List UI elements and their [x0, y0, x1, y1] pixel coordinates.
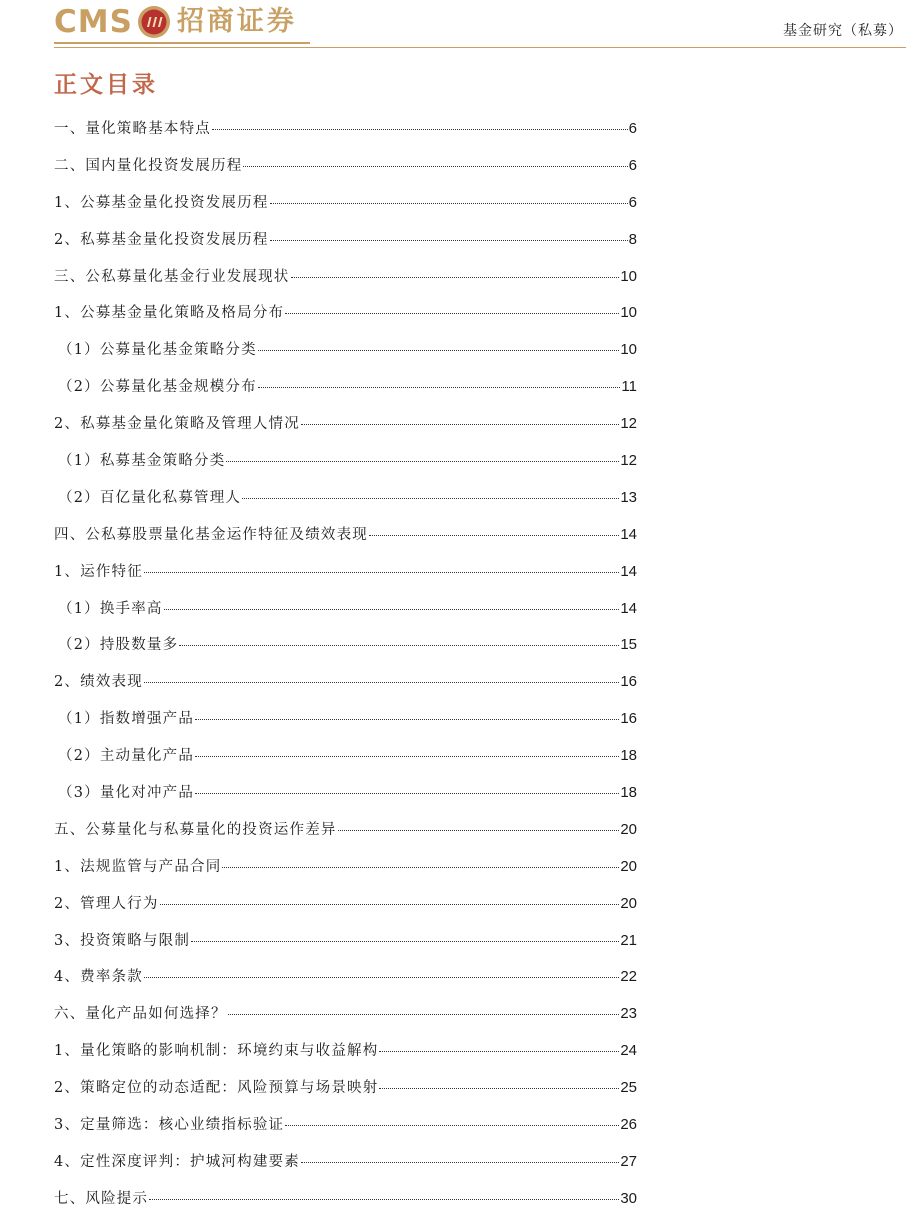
toc-dot-leader	[285, 1125, 619, 1126]
toc-entry[interactable]	[54, 265, 637, 302]
toc-entry-label: 3、投资策略与限制	[54, 932, 191, 949]
page-header	[0, 0, 915, 52]
company-logo	[54, 2, 297, 42]
toc-entry[interactable]	[54, 1187, 637, 1224]
toc-dot-leader	[301, 1162, 619, 1163]
toc-entry[interactable]	[54, 707, 637, 744]
toc-dot-leader	[195, 719, 619, 720]
toc-page-number: 12	[620, 452, 637, 470]
toc-page-number: 26	[620, 1116, 637, 1134]
toc-entry[interactable]	[54, 228, 637, 265]
logo-latin-text: CMS	[54, 4, 133, 40]
toc-page-number: 18	[620, 747, 637, 765]
toc-entry-label: 三、公私募量化基金行业发展现状	[54, 268, 290, 285]
toc-page-number: 20	[620, 857, 637, 875]
toc-entry[interactable]	[54, 412, 637, 449]
toc-dot-leader	[212, 129, 628, 130]
toc-dot-leader	[149, 1199, 619, 1200]
toc-dot-leader	[195, 756, 619, 757]
toc-dot-leader	[222, 867, 619, 868]
toc-entry[interactable]	[54, 154, 637, 191]
toc-page-number: 22	[620, 968, 637, 986]
toc-entry[interactable]	[54, 597, 637, 634]
toc-page-number: 6	[628, 120, 637, 137]
toc-entry-label: （1）公募量化基金策略分类	[58, 342, 257, 359]
toc-dot-leader	[369, 535, 619, 536]
toc-entry-label: 1、公募基金量化策略及格局分布	[54, 305, 285, 322]
toc-entry[interactable]	[54, 965, 637, 1002]
toc-entry-label: 五、公募量化与私募量化的投资运作差异	[54, 821, 337, 838]
toc-dot-leader	[160, 904, 620, 905]
toc-page-number: 13	[620, 488, 637, 506]
toc-entry-label: （2）百亿量化私募管理人	[58, 489, 242, 506]
toc-entry-label: （2）主动量化产品	[58, 748, 195, 765]
toc-entry[interactable]	[54, 1113, 637, 1150]
toc-page-number: 20	[620, 894, 637, 912]
toc-page-number: 11	[621, 378, 637, 396]
toc-dot-leader	[270, 240, 628, 241]
toc-dot-leader	[144, 682, 619, 683]
toc-dot-leader	[228, 1014, 620, 1015]
toc-entry-label: 1、法规监管与产品合同	[54, 858, 222, 875]
toc-entry[interactable]	[54, 338, 637, 375]
toc-page-number: 14	[620, 525, 637, 543]
toc-entry[interactable]	[54, 375, 637, 412]
toc-dot-leader	[338, 830, 620, 831]
toc-entry-label: 二、国内量化投资发展历程	[54, 157, 243, 174]
toc-entry-label: 六、量化产品如何选择？	[54, 1006, 227, 1023]
toc-dot-leader	[258, 387, 621, 388]
toc-title: 正文目录	[54, 71, 158, 98]
toc-entry[interactable]	[54, 1002, 637, 1039]
toc-page-number: 25	[620, 1079, 637, 1097]
toc-entry[interactable]	[54, 929, 637, 966]
logo-emblem-icon	[137, 5, 171, 39]
toc-dot-leader	[195, 793, 619, 794]
toc-entry-label: 1、运作特征	[54, 563, 143, 580]
toc-page-number: 23	[620, 1005, 637, 1023]
toc-entry[interactable]	[54, 670, 637, 707]
toc-dot-leader	[301, 424, 619, 425]
toc-entry-label: （2）持股数量多	[58, 637, 179, 654]
toc-page-number: 10	[620, 304, 637, 322]
toc-entry[interactable]	[54, 560, 637, 597]
toc-page-number: 14	[620, 562, 637, 580]
toc-entry-label: 3、定量筛选：核心业绩指标验证	[54, 1117, 285, 1134]
toc-entry[interactable]	[54, 523, 637, 560]
toc-entry[interactable]	[54, 449, 637, 486]
toc-entry[interactable]	[54, 781, 637, 818]
toc-entry[interactable]	[54, 818, 637, 855]
toc-entry-label: 2、私募基金量化投资发展历程	[54, 231, 269, 248]
toc-dot-leader	[291, 277, 620, 278]
toc-entry-label: 2、绩效表现	[54, 674, 143, 691]
toc-entry[interactable]	[54, 486, 637, 523]
toc-entry[interactable]	[54, 1039, 637, 1076]
toc-entry[interactable]	[54, 855, 637, 892]
toc-entry[interactable]	[54, 1150, 637, 1187]
toc-page-number: 15	[620, 636, 637, 654]
toc-dot-leader	[164, 609, 620, 610]
toc-entry-label: 4、定性深度评判：护城河构建要素	[54, 1153, 300, 1170]
toc-dot-leader	[226, 461, 619, 462]
toc-dot-leader	[179, 645, 619, 646]
toc-dot-leader	[144, 572, 619, 573]
toc-page-number: 12	[620, 415, 637, 433]
toc-page-number: 10	[620, 267, 637, 285]
toc-entry-label: 1、量化策略的影响机制：环境约束与收益解构	[54, 1043, 379, 1060]
toc-dot-leader	[258, 350, 619, 351]
toc-entry-label: 一、量化策略基本特点	[54, 121, 211, 137]
toc-page-number: 16	[620, 710, 637, 728]
toc-dot-leader	[191, 941, 619, 942]
toc-page-number: 14	[620, 599, 637, 617]
toc-dot-leader	[285, 313, 619, 314]
toc-page-number: 16	[620, 673, 637, 691]
logo-chinese-text: 招商证券	[176, 6, 297, 37]
toc-entry-label: （1）指数增强产品	[58, 711, 195, 728]
toc-page-number: 21	[620, 931, 637, 949]
toc-entry[interactable]	[54, 633, 637, 670]
toc-entry[interactable]	[54, 191, 637, 228]
toc-dot-leader	[270, 203, 628, 204]
table-of-contents	[54, 117, 637, 1224]
toc-page-number: 18	[620, 784, 637, 802]
toc-page-number: 24	[620, 1042, 637, 1060]
toc-entry[interactable]	[54, 892, 637, 929]
report-section-label: 基金研究（私募）	[783, 23, 903, 39]
toc-page-number: 27	[620, 1152, 637, 1170]
toc-dot-leader	[243, 166, 627, 167]
logo-underline	[54, 42, 310, 44]
toc-page-number: 6	[628, 193, 637, 211]
toc-entry-label: （1）换手率高	[58, 600, 163, 617]
toc-entry-label: 2、策略定位的动态适配：风险预算与场景映射	[54, 1080, 379, 1097]
toc-page-number: 8	[628, 230, 637, 248]
toc-entry-label: （2）公募量化基金规模分布	[58, 379, 257, 396]
toc-entry-label: 四、公私募股票量化基金运作特征及绩效表现	[54, 526, 368, 543]
toc-dot-leader	[379, 1051, 619, 1052]
toc-entry-label: （1）私募基金策略分类	[58, 453, 226, 470]
toc-entry[interactable]	[54, 1076, 637, 1113]
toc-entry-label: 2、管理人行为	[54, 895, 159, 912]
toc-page-number: 20	[620, 820, 637, 838]
toc-page-number: 30	[620, 1189, 637, 1207]
header-divider	[54, 47, 906, 48]
toc-entry[interactable]	[54, 117, 637, 154]
toc-entry-label: 1、公募基金量化投资发展历程	[54, 194, 269, 211]
toc-page-number: 6	[628, 156, 637, 174]
toc-entry-label: 4、费率条款	[54, 969, 143, 986]
toc-dot-leader	[242, 498, 619, 499]
toc-entry-label: 2、私募基金量化策略及管理人情况	[54, 416, 300, 433]
toc-dot-leader	[144, 977, 619, 978]
toc-entry-label: （3）量化对冲产品	[58, 785, 195, 802]
toc-entry-label: 七、风险提示	[54, 1190, 149, 1207]
toc-dot-leader	[379, 1088, 619, 1089]
toc-entry[interactable]	[54, 744, 637, 781]
toc-entry[interactable]	[54, 301, 637, 338]
toc-page-number: 10	[620, 341, 637, 359]
